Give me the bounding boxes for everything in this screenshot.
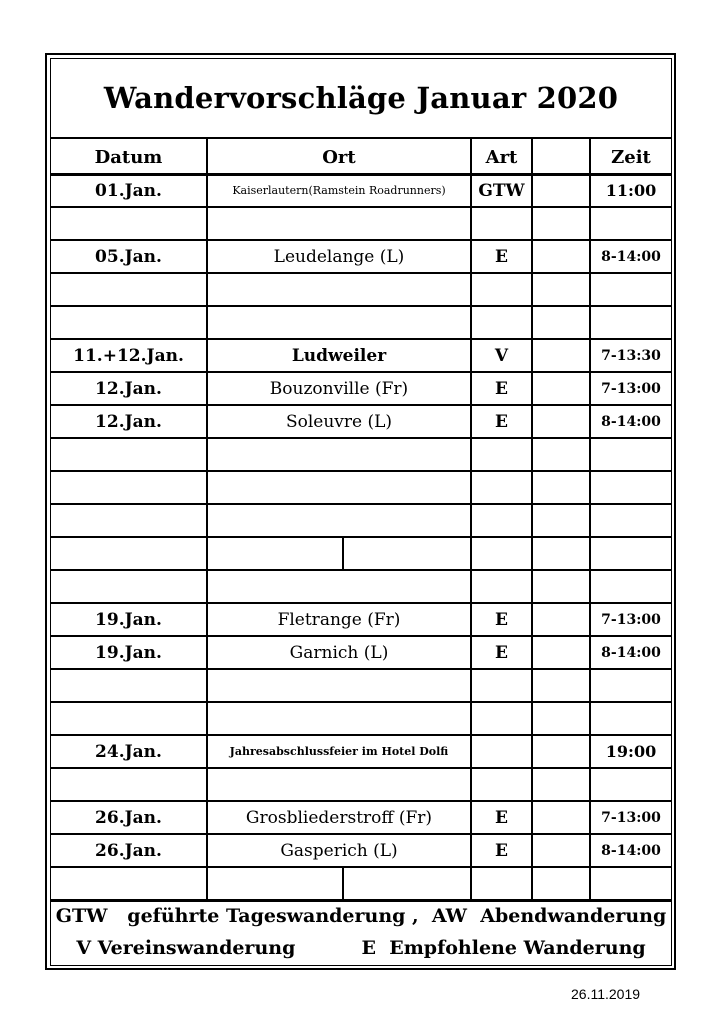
table-row: [50, 768, 672, 801]
cell-art: [471, 504, 532, 537]
table-row: [50, 207, 672, 240]
cell-zeit: [590, 768, 672, 801]
cell-art: [471, 306, 532, 339]
cell-zeit: 8-14:00: [601, 248, 661, 265]
cell-datum: [50, 273, 207, 306]
cell-zeit: 7-13:00: [601, 380, 661, 397]
title-divider-line: [50, 137, 672, 139]
cell-zeit: 8-14:00: [601, 842, 661, 859]
table-row: [50, 801, 672, 834]
cell-art: E: [495, 609, 508, 630]
cell-datum: [50, 504, 207, 537]
cell-datum: 26.Jan.: [95, 807, 162, 828]
cell-ort: Jahresabschlussfeier im Hotel Dolfi: [229, 745, 449, 758]
cell-ort: Kaiserlautern(Ramstein Roadrunners): [232, 184, 446, 197]
table-row: [50, 735, 672, 768]
cell-ort: [207, 207, 471, 240]
cell-art: [471, 768, 532, 801]
cell-art: [471, 570, 532, 603]
table-row: [50, 471, 672, 504]
column-header-ort: Ort: [322, 146, 356, 168]
legend-line-2: V Vereinswanderung E Empfohlene Wanderung: [76, 937, 646, 959]
cell-art: E: [495, 807, 508, 828]
table-row: [50, 339, 672, 372]
cell-art: E: [495, 246, 508, 267]
cell-datum: 24.Jan.: [95, 741, 162, 762]
cell-ort: Garnich (L): [289, 642, 389, 663]
cell-zeit: 19:00: [605, 742, 657, 761]
column-header-datum: Datum: [94, 146, 163, 168]
cell-zeit: [590, 504, 672, 537]
legend-line-1: GTW geführte Tageswanderung , AW Abendwanderung: [55, 905, 667, 927]
stand-date: 26.11.2019: [571, 986, 641, 1002]
cell-ort: Fletrange (Fr): [277, 609, 401, 630]
cell-zeit: [590, 669, 672, 702]
cell-art: [471, 438, 532, 471]
cell-ort: Bouzonville (Fr): [269, 378, 409, 399]
cell-ort: [207, 273, 471, 306]
table-row: [50, 372, 672, 405]
cell-datum: 05.Jan.: [95, 246, 162, 267]
cell-ort: [207, 504, 471, 537]
cell-ort: Grosbliederstroff (Fr): [245, 807, 433, 828]
cell-zeit: [590, 207, 672, 240]
table-row: [50, 306, 672, 339]
page-title: Wandervorschläge Januar 2020: [103, 81, 619, 115]
table-row: [50, 570, 672, 603]
table-row: [50, 636, 672, 669]
cell-ort: [207, 768, 471, 801]
cell-art: [471, 669, 532, 702]
cell-ort: [207, 570, 471, 603]
cell-art: [471, 867, 532, 900]
table-row: [50, 438, 672, 471]
cell-art: GTW: [478, 180, 525, 201]
cell-datum: [50, 570, 207, 603]
cell-datum: 01.Jan.: [95, 180, 162, 201]
cell-zeit: [590, 867, 672, 900]
cell-zeit: [590, 537, 672, 570]
table-row: [50, 669, 672, 702]
cell-zeit: 11:00: [605, 181, 657, 200]
cell-ort: [207, 438, 471, 471]
cell-art: E: [495, 411, 508, 432]
cell-art: V: [494, 345, 509, 366]
cell-datum: 19.Jan.: [95, 642, 162, 663]
cell-datum: [50, 207, 207, 240]
cell-datum: [50, 702, 207, 735]
cell-ort: [207, 702, 471, 735]
cell-ort: Leudelange (L): [273, 246, 405, 267]
cell-zeit: [590, 471, 672, 504]
table-row: [50, 867, 672, 900]
cell-ort: [207, 669, 471, 702]
cell-ort: [207, 471, 471, 504]
cell-datum: [50, 768, 207, 801]
cell-art: [471, 537, 532, 570]
table-row: [50, 702, 672, 735]
cell-zeit: [590, 438, 672, 471]
cell-art: [471, 702, 532, 735]
table-row: [50, 405, 672, 438]
cell-zeit: 7-13:00: [601, 611, 661, 628]
cell-datum: 12.Jan.: [95, 411, 162, 432]
cell-zeit: 8-14:00: [601, 644, 661, 661]
table-row: [50, 834, 672, 867]
schedule-table: [50, 138, 672, 900]
cell-ort: Soleuvre (L): [285, 411, 393, 432]
cell-datum: [50, 471, 207, 504]
column-header-art: Art: [485, 146, 518, 168]
cell-ort: [207, 537, 471, 570]
cell-art: [471, 735, 532, 768]
cell-datum: [50, 306, 207, 339]
cell-art: [471, 471, 532, 504]
cell-datum: 12.Jan.: [95, 378, 162, 399]
cell-zeit: 7-13:30: [601, 347, 661, 364]
cell-art: [471, 273, 532, 306]
table-row: [50, 537, 672, 570]
cell-datum: [50, 669, 207, 702]
cell-zeit: 8-14:00: [601, 413, 661, 430]
cell-art: E: [495, 378, 508, 399]
cell-zeit: [590, 273, 672, 306]
cell-ort: [207, 867, 471, 900]
cell-datum: 11.+12.Jan.: [73, 345, 184, 366]
cell-datum: [50, 537, 207, 570]
cell-datum: 19.Jan.: [95, 609, 162, 630]
cell-art: [471, 207, 532, 240]
cell-zeit: [590, 570, 672, 603]
cell-datum: 26.Jan.: [95, 840, 162, 861]
cell-datum: [50, 438, 207, 471]
table-row: [50, 174, 672, 207]
cell-ort: Ludweiler: [291, 345, 387, 366]
column-header-zeit: Zeit: [611, 146, 651, 168]
cell-art: E: [495, 840, 508, 861]
cell-ort: Gasperich (L): [280, 840, 398, 861]
cell-zeit: [590, 702, 672, 735]
table-row: [50, 273, 672, 306]
cell-ort: [207, 306, 471, 339]
table-row: [50, 504, 672, 537]
table-row: [50, 603, 672, 636]
table-row: [50, 240, 672, 273]
cell-datum: [50, 867, 207, 900]
cell-zeit: [590, 306, 672, 339]
cell-art: E: [495, 642, 508, 663]
cell-zeit: 7-13:00: [601, 809, 661, 826]
